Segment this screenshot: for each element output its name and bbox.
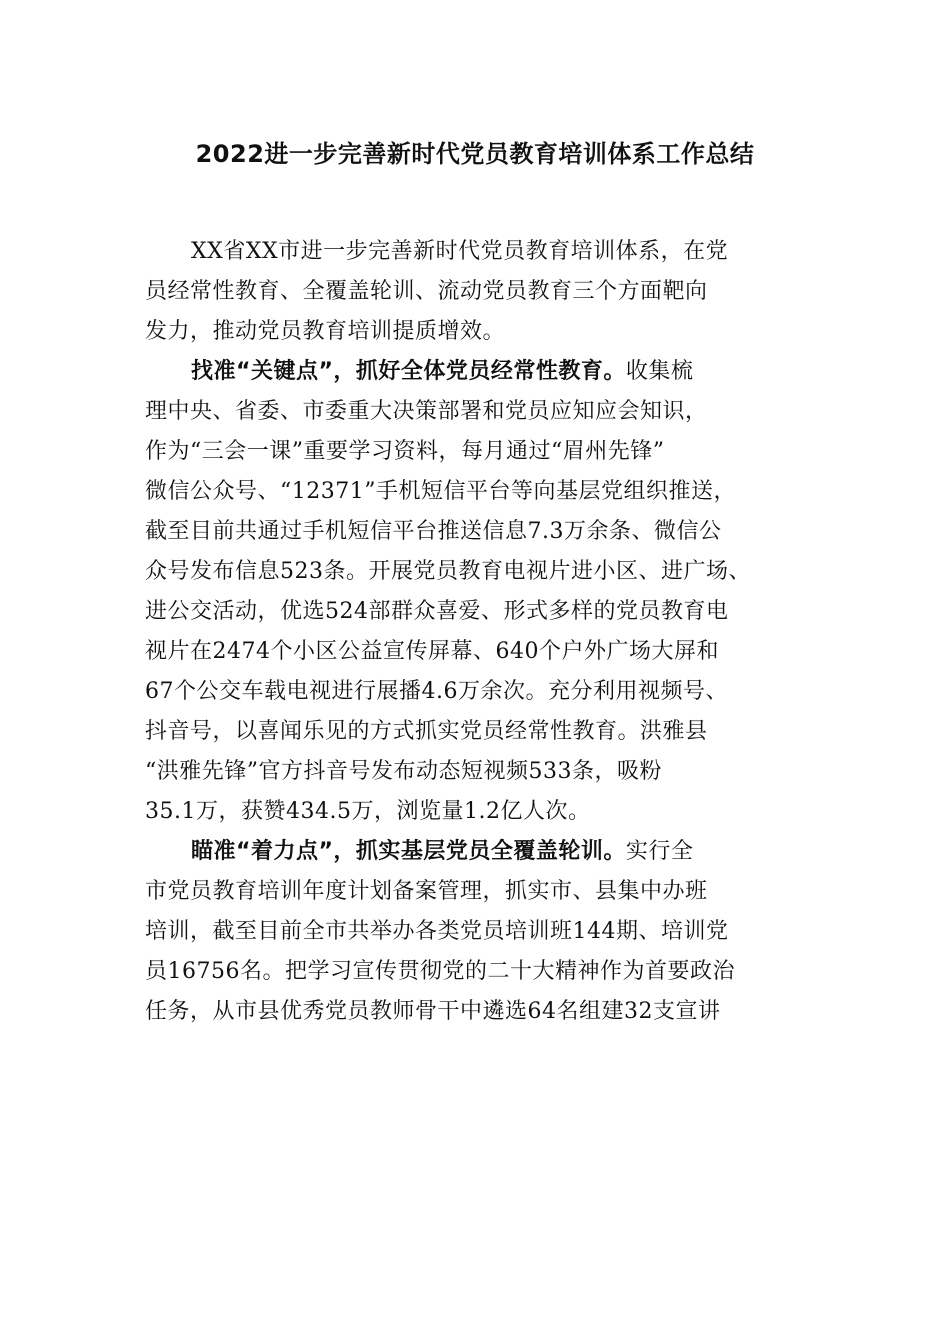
paragraph-line: 理中央、省委、市委重大决策部署和党员应知应会知识，	[145, 399, 708, 424]
section-2-first-line	[145, 832, 835, 872]
paragraph-line: 视片在2474个小区公益宣传屏幕、640个户外广场大屏和	[145, 639, 719, 664]
section-1-first-line	[145, 352, 835, 392]
paragraph-line: 众号发布信息523条。开展党员教育电视片进小区、进广场、	[145, 559, 751, 584]
paragraph-line: 进公交活动，优选524部群众喜爱、形式多样的党员教育电	[145, 599, 729, 624]
section-2-heading: 瞄准“着力点”，抓实基层党员全覆盖轮训。	[191, 839, 626, 864]
paragraph-line: XX省XX市进一步完善新时代党员教育培训体系，在党	[191, 239, 729, 264]
paragraph-line: 67个公交车载电视进行展播4.6万余次。充分利用视频号、	[145, 679, 728, 704]
paragraph-line: 微信公众号、“12371”手机短信平台等向基层党组织推送，	[145, 479, 736, 504]
paragraph-line: 员经常性教育、全覆盖轮训、流动党员教育三个方面靶向	[145, 279, 708, 304]
paragraph-line: 员16756名。把学习宣传贯彻党的二十大精神作为首要政治	[145, 959, 735, 984]
document-title: 2022进一步完善新时代党员教育培训体系工作总结	[195, 140, 755, 168]
section-1-heading: 找准“关键点”，抓好全体党员经常性教育。	[191, 359, 626, 384]
intro-paragraph	[145, 232, 835, 352]
paragraph-line: 抖音号，以喜闻乐见的方式抓实党员经常性教育。洪雅县	[145, 719, 708, 744]
section-1-paragraph	[145, 352, 835, 832]
paragraph-line: 35.1万，获赞434.5万，浏览量1.2亿人次。	[145, 799, 591, 824]
section-2-paragraph	[145, 832, 835, 1032]
paragraph-line: 任务，从市县优秀党员教师骨干中遴选64名组建32支宣讲	[145, 999, 721, 1024]
paragraph-line: 作为“三会一课”重要学习资料，每月通过“眉州先锋”	[145, 439, 665, 464]
document-body	[145, 232, 835, 1032]
paragraph-line: 截至目前共通过手机短信平台推送信息7.3万余条、微信公	[145, 519, 722, 544]
paragraph-line: 培训，截至目前全市共举办各类党员培训班144期、培训党	[145, 919, 729, 944]
section-1-first-line-rest: 收集梳	[625, 359, 694, 384]
paragraph-line: 市党员教育培训年度计划备案管理，抓实市、县集中办班	[145, 879, 708, 904]
paragraph-line: 发力，推动党员教育培训提质增效。	[145, 319, 506, 344]
section-2-first-line-rest: 实行全	[625, 839, 694, 864]
paragraph-line: “洪雅先锋”官方抖音号发布动态短视频533条，吸粉	[145, 759, 662, 784]
